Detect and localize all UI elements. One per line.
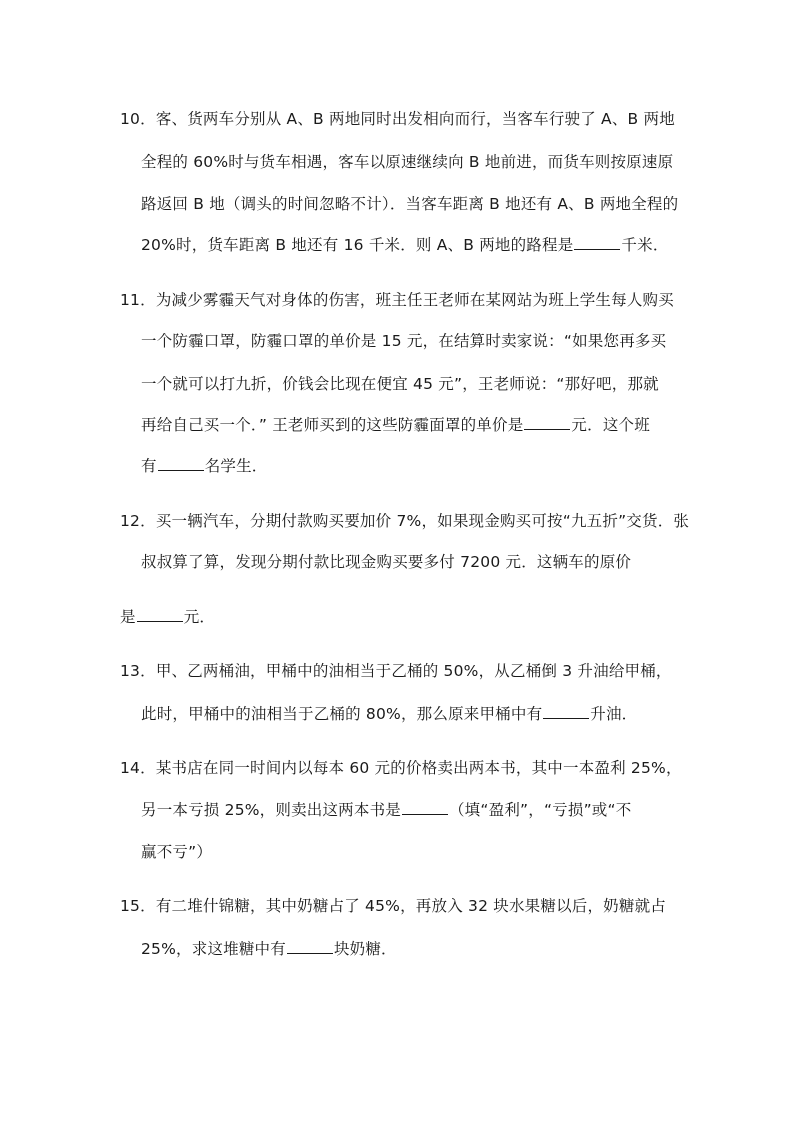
q11-line-1 — [120, 290, 674, 310]
q14-line-2 — [141, 800, 631, 820]
q13-answer-blank[interactable] — [543, 704, 589, 719]
q12-text-3b: 元． — [183, 608, 216, 626]
q13-text-2b: 升油． — [590, 705, 638, 723]
q10-answer-blank[interactable] — [574, 235, 620, 250]
q13-text-1: 13．甲、乙两桶油，甲桶中的油相当于乙桶的 50%，从乙桶倒 3 升油给甲桶， — [120, 662, 672, 680]
q11-line-2 — [141, 331, 666, 351]
q15-line-1 — [120, 896, 666, 916]
q10-text-3: 路返回 B 地（调头的时间忽略不计）．当客车距离 B 地还有 A、B 两地全程的 — [141, 195, 679, 213]
q10-line-3 — [141, 194, 678, 214]
q10-line-2 — [141, 152, 673, 172]
q15-line-2 — [141, 939, 397, 959]
q12-line-3 — [120, 607, 215, 627]
q12-text-3a: 是 — [120, 608, 136, 626]
q14-line-1 — [120, 758, 682, 778]
q11-text-4b: 元．这个班 — [571, 416, 650, 434]
q14-text-3: 赢不亏”） — [141, 843, 213, 861]
q12-line-2 — [141, 552, 631, 572]
q11-text-3: 一个就可以打九折，价钱会比现在便宜 45 元”，王老师说：“那好吧，那就 — [141, 375, 659, 393]
q10-text-1: 10．客、货两车分别从 A、B 两地同时出发相向而行，当客车行驶了 A、B 两地 — [120, 110, 675, 128]
q11-answer-blank-1[interactable] — [524, 415, 570, 430]
q15-text-1: 15．有二堆什锦糖，其中奶糖占了 45%，再放入 32 块水果糖以后，奶糖就占 — [120, 897, 666, 915]
q11-line-3 — [141, 374, 659, 394]
q11-text-5b: 名学生． — [204, 457, 268, 475]
q15-answer-blank[interactable] — [287, 939, 333, 954]
q11-line-5 — [141, 456, 268, 476]
q13-line-2 — [141, 704, 637, 724]
q13-line-1 — [120, 661, 672, 681]
q12-text-1: 12．买一辆汽车，分期付款购买要加价 7%，如果现金购买可按“九五折”交货．张 — [120, 512, 690, 530]
q15-text-2b: 块奶糖． — [333, 940, 397, 958]
q10-line-4 — [141, 235, 669, 255]
q14-answer-blank[interactable] — [402, 800, 448, 815]
q13-text-2a: 此时，甲桶中的油相当于乙桶的 80%，那么原来甲桶中有 — [141, 705, 543, 723]
q11-text-1: 11．为减少雾霾天气对身体的伤害，班主任王老师在某网站为班上学生每人购买 — [120, 291, 674, 309]
q12-line-1 — [120, 511, 689, 531]
q14-line-3 — [141, 842, 212, 862]
q11-line-4 — [141, 415, 650, 435]
q14-text-2b: （填“盈利”，“亏损”或“不 — [448, 801, 632, 819]
q10-line-1 — [120, 109, 675, 129]
q10-text-2: 全程的 60%时与货车相遇，客车以原速继续向 B 地前进，而货车则按原速原 — [141, 153, 674, 171]
q10-text-4a: 20%时，货车距离 B 地还有 16 千米．则 A、B 两地的路程是 — [141, 236, 574, 254]
q11-text-5a: 有 — [141, 457, 157, 475]
q14-text-1: 14．某书店在同一时间内以每本 60 元的价格卖出两本书，其中一本盈利 25%， — [120, 759, 682, 777]
q12-answer-blank[interactable] — [137, 607, 183, 622]
q11-answer-blank-2[interactable] — [158, 456, 204, 471]
q11-text-4a: 再给自己买一个．” 王老师买到的这些防霾面罩的单价是 — [141, 416, 524, 434]
q15-text-2a: 25%，求这堆糖中有 — [141, 940, 286, 958]
q11-text-2: 一个防霾口罩，防霾口罩的单价是 15 元，在结算时卖家说：“如果您再多买 — [141, 332, 667, 350]
q12-text-2: 叔叔算了算，发现分期付款比现金购买要多付 7200 元．这辆车的原价 — [141, 553, 632, 571]
q14-text-2a: 另一本亏损 25%，则卖出这两本书是 — [141, 801, 401, 819]
q10-text-4b: 千米． — [621, 236, 669, 254]
